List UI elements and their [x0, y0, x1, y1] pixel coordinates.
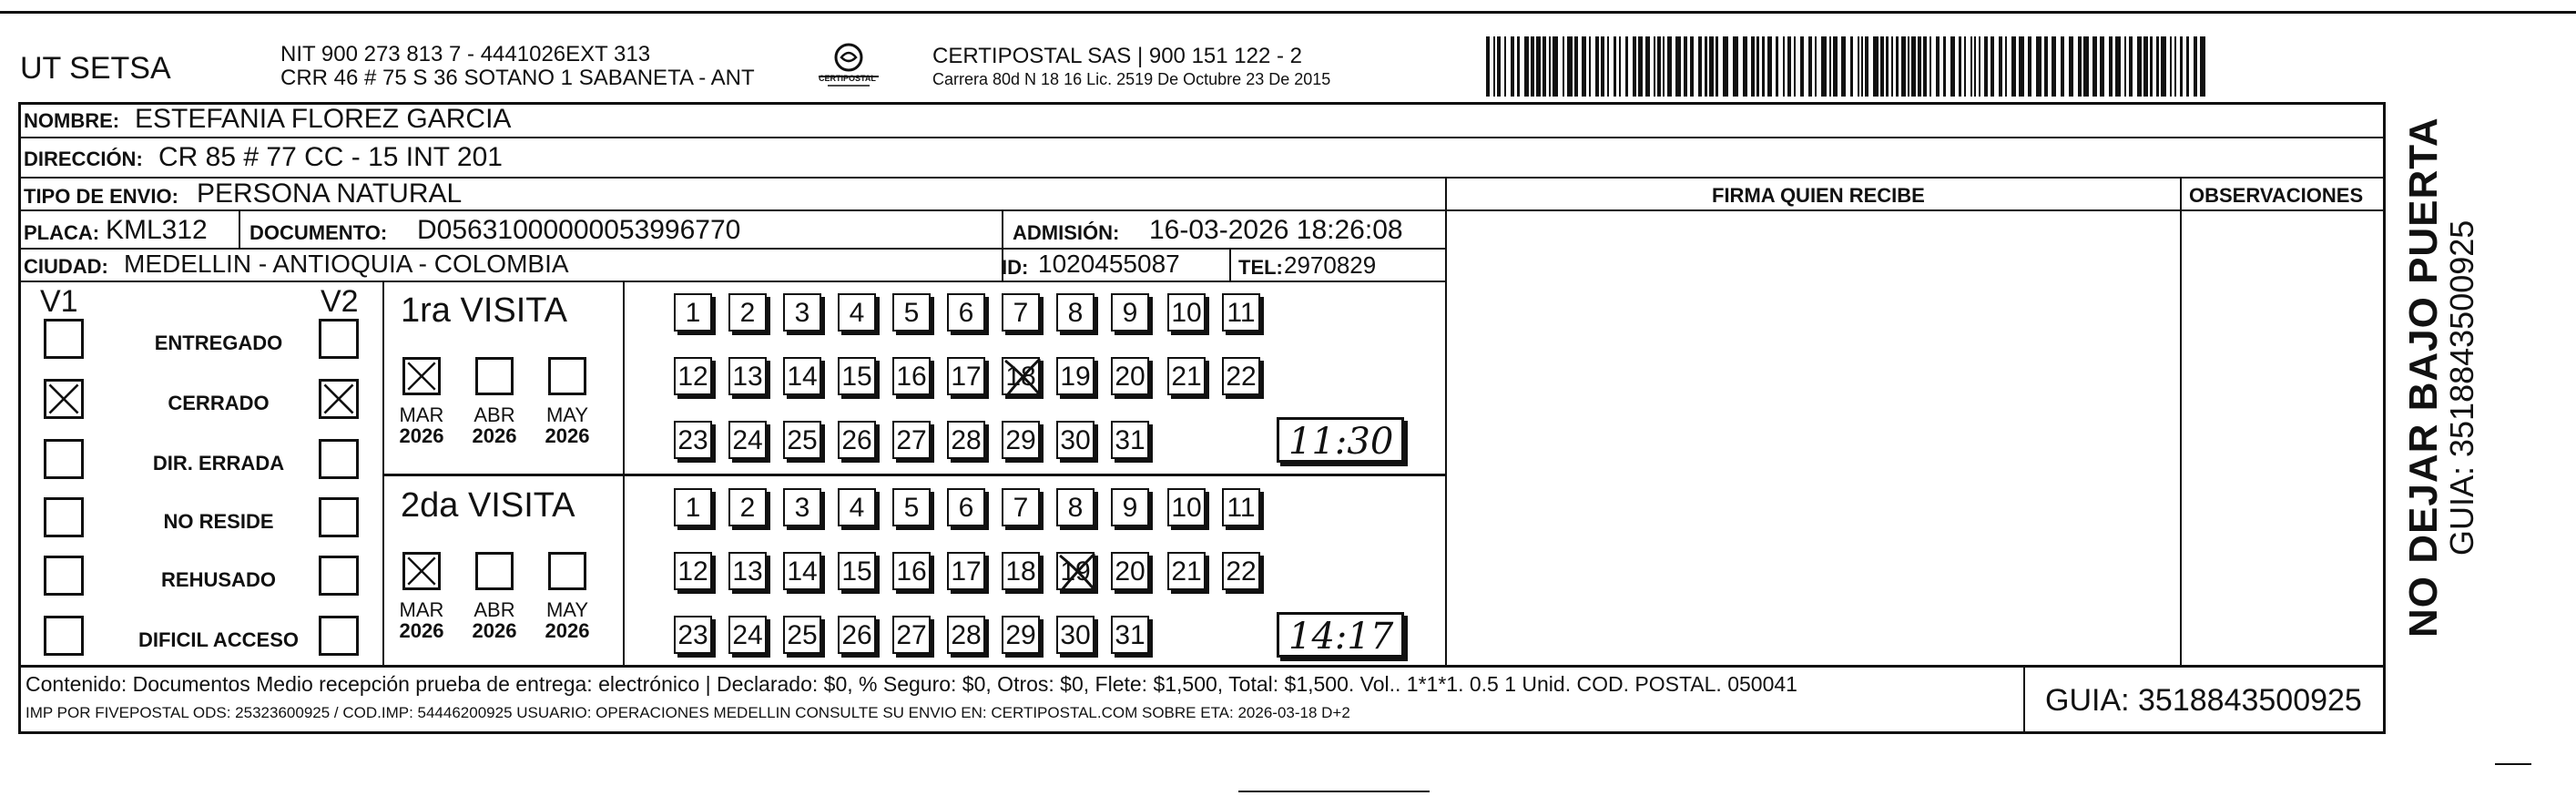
tipo-value: PERSONA NATURAL [197, 179, 463, 209]
v1-checkbox[interactable] [44, 439, 84, 479]
day-number: 28 [951, 425, 982, 455]
month-checkbox[interactable] [402, 357, 441, 395]
day-number: 2 [739, 298, 756, 328]
day-number: 20 [1115, 362, 1145, 392]
day-number: 22 [1226, 362, 1257, 392]
day-number: 20 [1115, 556, 1145, 587]
day-box[interactable] [1111, 293, 1149, 332]
day-box[interactable] [1167, 552, 1206, 590]
documento-label: DOCUMENTO: [249, 221, 388, 244]
visit-time: 11:30 [1288, 421, 1394, 463]
day-number: 12 [677, 556, 708, 587]
day-number: 6 [958, 298, 974, 328]
certipostal-address: Carrera 80d N 18 16 Lic. 2519 De Octubre 23 De 2015 [932, 70, 1331, 88]
day-number: 21 [1171, 556, 1202, 587]
day-box[interactable] [892, 357, 931, 395]
status-label: CERRADO [168, 392, 270, 414]
day-number: 10 [1171, 298, 1202, 328]
day-number: 17 [951, 362, 982, 392]
month-name: MAR [399, 403, 444, 426]
day-number: 12 [677, 362, 708, 392]
day-box[interactable] [1002, 357, 1040, 395]
day-number: 19 [1060, 362, 1091, 392]
id-label: ID: [1002, 256, 1029, 279]
day-box[interactable] [1056, 552, 1095, 590]
status-label: REHUSADO [161, 568, 276, 591]
day-box[interactable] [1056, 293, 1095, 332]
month-year: 2026 [472, 424, 517, 448]
day-number: 17 [951, 556, 982, 587]
v1-checkbox[interactable] [44, 497, 84, 537]
day-number: 11 [1227, 298, 1256, 328]
v2-checkbox[interactable] [319, 379, 359, 419]
direccion-label: DIRECCIÓN: [24, 148, 143, 170]
status-label: NO RESIDE [163, 510, 274, 533]
tel-value: 2970829 [1284, 251, 1377, 279]
day-box[interactable] [1111, 488, 1149, 526]
month-label [390, 599, 453, 641]
day-box[interactable] [838, 488, 876, 526]
day-number: 30 [1060, 425, 1091, 455]
day-number: 1 [685, 298, 701, 328]
day-number: 23 [677, 425, 708, 455]
top-rule [0, 11, 2576, 14]
day-number: 14 [787, 362, 818, 392]
certipostal-logo [815, 42, 882, 93]
day-box[interactable] [1222, 552, 1260, 590]
certipostal-line: CERTIPOSTAL SAS | 900 151 122 - 2 [932, 44, 1302, 68]
bottom-mark [1238, 791, 1430, 792]
day-box[interactable] [783, 293, 821, 332]
day-number: 10 [1171, 493, 1202, 523]
day-number: 28 [951, 620, 982, 650]
observations-area[interactable] [2183, 212, 2383, 664]
signature-area[interactable] [1448, 212, 2179, 664]
nit-line: NIT 900 273 813 7 - 4441026EXT 313 [280, 42, 651, 66]
month-checkbox[interactable] [475, 357, 514, 395]
day-box[interactable] [1167, 293, 1206, 332]
v1-checkbox[interactable] [44, 319, 84, 359]
day-number: 7 [1013, 298, 1029, 328]
day-box[interactable] [1056, 421, 1095, 459]
day-box[interactable] [1002, 552, 1040, 590]
day-number: 9 [1122, 298, 1138, 328]
month-name: ABR [473, 403, 515, 426]
day-box[interactable] [947, 552, 985, 590]
nombre-value: ESTEFANIA FLOREZ GARCIA [135, 104, 512, 134]
day-box[interactable] [947, 357, 985, 395]
day-box[interactable] [1056, 488, 1095, 526]
day-number: 23 [677, 620, 708, 650]
day-number: 27 [896, 620, 927, 650]
day-cross-mark [1054, 548, 1102, 597]
day-number: 24 [732, 425, 763, 455]
footer-guia: GUIA: 3518843500925 [2045, 683, 2362, 718]
day-box[interactable] [838, 616, 876, 654]
month-year: 2026 [545, 619, 590, 643]
status-label: DIR. ERRADA [152, 452, 285, 475]
tel-label: TEL: [1238, 256, 1283, 279]
month-year: 2026 [399, 424, 444, 448]
visit-time-box[interactable] [1277, 417, 1404, 463]
day-box[interactable] [783, 357, 821, 395]
day-number: 8 [1067, 298, 1084, 328]
firma-header: FIRMA QUIEN RECIBE [1712, 184, 1925, 207]
day-number: 24 [732, 620, 763, 650]
day-box[interactable] [1002, 421, 1040, 459]
day-number: 16 [896, 556, 927, 587]
day-box[interactable] [1222, 293, 1260, 332]
day-number: 31 [1115, 620, 1145, 650]
v2-header: V2 [321, 284, 359, 319]
day-number: 15 [841, 556, 872, 587]
month-checkbox[interactable] [402, 552, 441, 590]
day-box[interactable] [892, 421, 931, 459]
day-box[interactable] [674, 357, 712, 395]
month-year: 2026 [545, 424, 590, 448]
day-box[interactable] [947, 488, 985, 526]
day-number: 25 [787, 620, 818, 650]
day-box[interactable] [728, 293, 767, 332]
day-number: 3 [794, 493, 810, 523]
day-number: 8 [1067, 493, 1084, 523]
day-box[interactable] [1111, 616, 1149, 654]
day-box[interactable] [674, 293, 712, 332]
day-number: 26 [841, 425, 872, 455]
day-number: 29 [1005, 425, 1036, 455]
day-box[interactable] [1222, 488, 1260, 526]
month-label [463, 599, 526, 641]
v2-checkbox[interactable] [319, 497, 359, 537]
company-name: UT SETSA [20, 51, 171, 86]
day-number: 13 [732, 362, 763, 392]
day-number: 5 [903, 298, 920, 328]
day-number: 25 [787, 425, 818, 455]
visit-time: 14:17 [1288, 616, 1394, 658]
day-number: 16 [896, 362, 927, 392]
ciudad-value: MEDELLIN - ANTIOQUIA - COLOMBIA [124, 250, 569, 278]
v2-checkbox[interactable] [319, 319, 359, 359]
day-number: 3 [794, 298, 810, 328]
day-box[interactable] [1002, 616, 1040, 654]
day-box[interactable] [783, 552, 821, 590]
month-label [463, 404, 526, 446]
direccion-value: CR 85 # 77 CC - 15 INT 201 [158, 142, 503, 172]
day-box[interactable] [892, 488, 931, 526]
day-number: 2 [739, 493, 756, 523]
barcode [1486, 36, 2207, 97]
day-box[interactable] [1167, 357, 1206, 395]
day-box[interactable] [1002, 488, 1040, 526]
day-box[interactable] [728, 552, 767, 590]
month-name: MAY [545, 598, 589, 621]
day-number: 27 [896, 425, 927, 455]
day-box[interactable] [838, 357, 876, 395]
footer-content-line: Contenido: Documentos Medio recepción prueba de entrega: electrónico | Declarado: $0, % Seguro: $0, Otros: $0, Flete: $1,500, Total: $1,500. Vol.. 1*1*1. 0.5 1 Unid. COD. POSTAL. 050041 [25, 672, 1797, 696]
id-value: 1020455087 [1038, 250, 1180, 278]
side-guia: GUIA: 3518843500925 [2443, 219, 2480, 556]
day-box[interactable] [1167, 488, 1206, 526]
visit-title: 1ra VISITA [401, 291, 568, 330]
day-box[interactable] [838, 421, 876, 459]
ciudad-label: CIUDAD: [24, 255, 108, 278]
day-number: 26 [841, 620, 872, 650]
placa-value: KML312 [106, 215, 208, 245]
day-box[interactable] [1056, 357, 1095, 395]
day-number: 18 [1005, 556, 1036, 587]
day-box[interactable] [728, 488, 767, 526]
visit-time-box[interactable] [1277, 612, 1404, 658]
v2-checkbox[interactable] [319, 439, 359, 479]
month-year: 2026 [399, 619, 444, 643]
day-box[interactable] [674, 488, 712, 526]
month-checkbox[interactable] [548, 552, 586, 590]
status-label: ENTREGADO [154, 332, 283, 354]
day-number: 22 [1226, 556, 1257, 587]
month-name: ABR [473, 598, 515, 621]
visit-title: 2da VISITA [401, 486, 575, 525]
month-label [390, 404, 453, 446]
day-box[interactable] [1222, 357, 1260, 395]
day-number: 21 [1171, 362, 1202, 392]
day-cross-mark [1000, 353, 1047, 403]
day-box[interactable] [892, 293, 931, 332]
month-checkbox[interactable] [475, 552, 514, 590]
day-number: 13 [732, 556, 763, 587]
day-number: 4 [849, 493, 865, 523]
day-box[interactable] [947, 293, 985, 332]
day-box[interactable] [892, 616, 931, 654]
tipo-label: TIPO DE ENVIO: [24, 185, 178, 208]
month-checkbox[interactable] [548, 357, 586, 395]
day-number: 18 [1005, 362, 1036, 392]
address-line: CRR 46 # 75 S 36 SOTANO 1 SABANETA - ANT [280, 66, 755, 90]
logo-caption: CERTIPOSTAL [819, 74, 876, 83]
day-box[interactable] [674, 552, 712, 590]
v1-checkbox[interactable] [44, 556, 84, 596]
day-box[interactable] [947, 421, 985, 459]
day-number: 15 [841, 362, 872, 392]
v1-checkbox[interactable] [44, 379, 84, 419]
day-number: 14 [787, 556, 818, 587]
day-box[interactable] [892, 552, 931, 590]
day-box[interactable] [838, 293, 876, 332]
day-number: 4 [849, 298, 865, 328]
day-number: 7 [1013, 493, 1029, 523]
v2-checkbox[interactable] [319, 616, 359, 656]
nombre-label: NOMBRE: [24, 109, 120, 132]
day-box[interactable] [674, 616, 712, 654]
v1-header: V1 [40, 284, 78, 319]
day-box[interactable] [783, 421, 821, 459]
day-number: 31 [1115, 425, 1145, 455]
day-number: 11 [1227, 493, 1256, 523]
side-warning: NO DEJAR BAJO PUERTA [2401, 117, 2446, 638]
month-label [535, 404, 599, 446]
day-number: 6 [958, 493, 974, 523]
day-box[interactable] [728, 357, 767, 395]
day-number: 19 [1060, 556, 1091, 587]
admision-value: 16-03-2026 18:26:08 [1149, 215, 1403, 245]
day-box[interactable] [728, 616, 767, 654]
day-box[interactable] [728, 421, 767, 459]
bottom-mark [2495, 763, 2531, 765]
status-label: DIFICIL ACCESO [137, 628, 299, 651]
month-name: MAR [399, 598, 444, 621]
day-number: 30 [1060, 620, 1091, 650]
day-box[interactable] [947, 616, 985, 654]
day-box[interactable] [1111, 552, 1149, 590]
month-name: MAY [545, 403, 589, 426]
day-box[interactable] [838, 552, 876, 590]
footer-print-line: IMP POR FIVEPOSTAL ODS: 25323600925 / COD.IMP: 54446200925 USUARIO: OPERACIONES MEDELLIN CONSULTE SU ENVIO EN: CERTIPOSTAL.COM SOBRE ETA: 2026-03-18 D+2 [25, 704, 1350, 721]
v2-checkbox[interactable] [319, 556, 359, 596]
observaciones-header: OBSERVACIONES [2189, 184, 2364, 207]
day-box[interactable] [1111, 357, 1149, 395]
day-box[interactable] [1002, 293, 1040, 332]
day-box[interactable] [1056, 616, 1095, 654]
admision-label: ADMISIÓN: [1013, 221, 1120, 244]
day-number: 5 [903, 493, 920, 523]
day-number: 29 [1005, 620, 1036, 650]
day-box[interactable] [783, 616, 821, 654]
day-number: 1 [685, 493, 701, 523]
day-number: 9 [1122, 493, 1138, 523]
month-year: 2026 [472, 619, 517, 643]
placa-label: PLACA: [24, 221, 100, 244]
day-box[interactable] [674, 421, 712, 459]
documento-value: D05631000000053996770 [417, 215, 741, 245]
month-label [535, 599, 599, 641]
day-box[interactable] [783, 488, 821, 526]
day-box[interactable] [1111, 421, 1149, 459]
v1-checkbox[interactable] [44, 616, 84, 656]
